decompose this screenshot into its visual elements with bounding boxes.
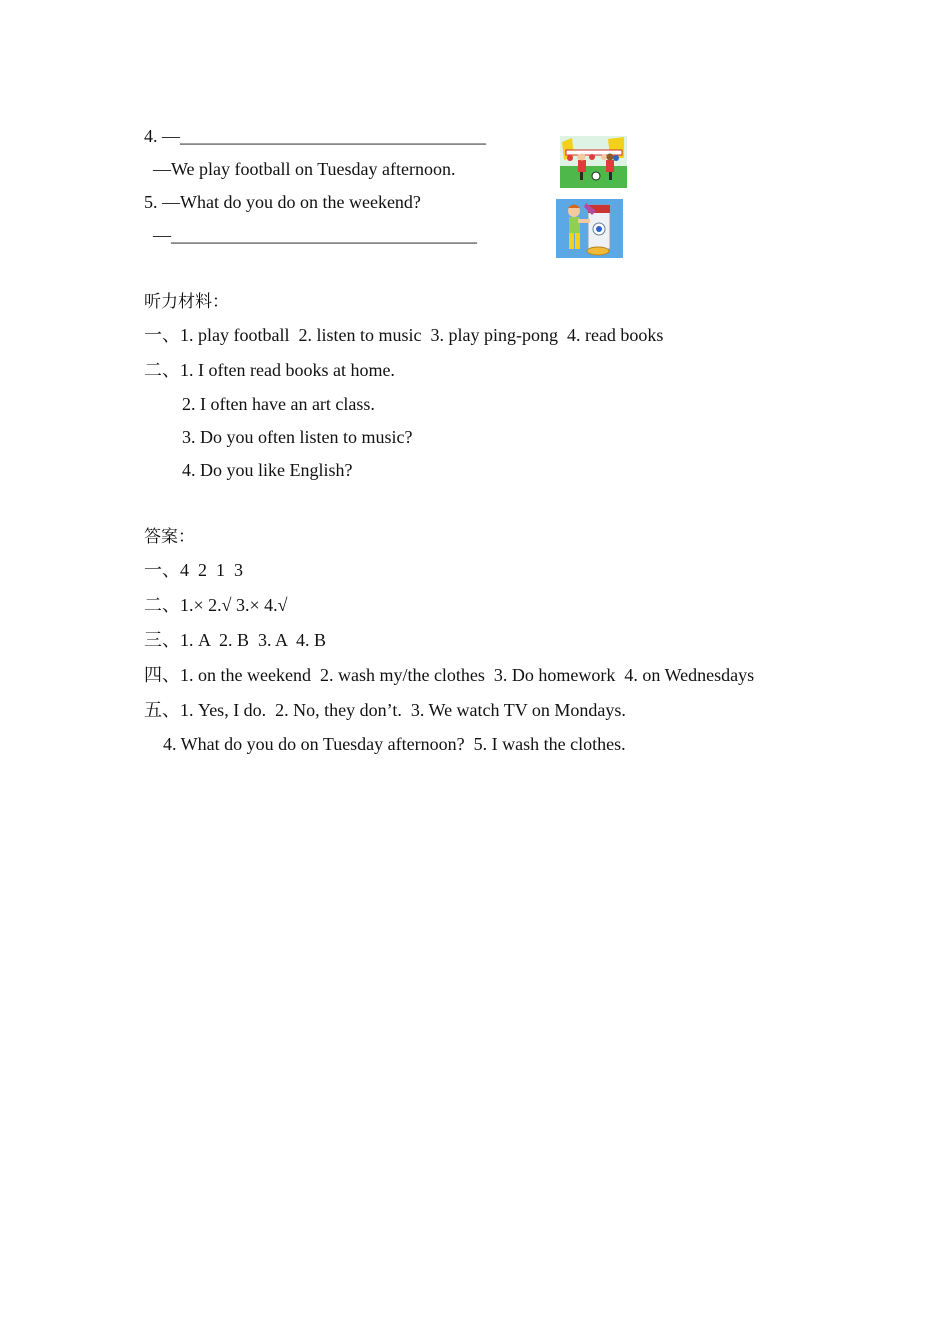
answers-line5: 五、1. Yes, I do. 2. No, they don’t. 3. We watch TV on Mondays. bbox=[144, 700, 626, 720]
listening-part2-line3: 3. Do you often listen to music? bbox=[182, 427, 413, 447]
listening-part1: 一、1. play football 2. listen to music 3. play ping-pong 4. read books bbox=[144, 325, 664, 345]
listening-part2-line1: 二、1. I often read books at home. bbox=[144, 360, 395, 380]
listening-part2-line4: 4. Do you like English? bbox=[182, 460, 353, 480]
answers-line4: 四、1. on the weekend 2. wash my/the clothes 3. Do homework 4. on Wednesdays bbox=[144, 665, 755, 685]
question-5-prompt: 5. —What do you do on the weekend? bbox=[144, 192, 421, 212]
question-4-answer: —We play football on Tuesday afternoon. bbox=[153, 159, 456, 179]
football-scene-picture bbox=[560, 136, 627, 188]
answers-line6: 4. What do you do on Tuesday afternoon? 5. I wash the clothes. bbox=[163, 734, 626, 754]
answers-line1: 一、4 2 1 3 bbox=[144, 560, 243, 580]
answers-line2: 二、1.× 2.√ 3.× 4.√ bbox=[144, 595, 288, 615]
listening-part2-line2: 2. I often have an art class. bbox=[182, 394, 375, 414]
listening-heading: 听力材料： bbox=[144, 292, 229, 312]
question-4-prompt: 4. —__________________________________ bbox=[144, 126, 486, 146]
football-scene-svg bbox=[560, 136, 627, 188]
washing-clothes-picture bbox=[556, 199, 623, 258]
answers-line3: 三、1. A 2. B 3. A 4. B bbox=[144, 630, 327, 650]
answers-heading: 答案： bbox=[144, 527, 195, 547]
washing-clothes-svg bbox=[556, 199, 623, 258]
question-5-answer: —__________________________________ bbox=[153, 225, 477, 245]
